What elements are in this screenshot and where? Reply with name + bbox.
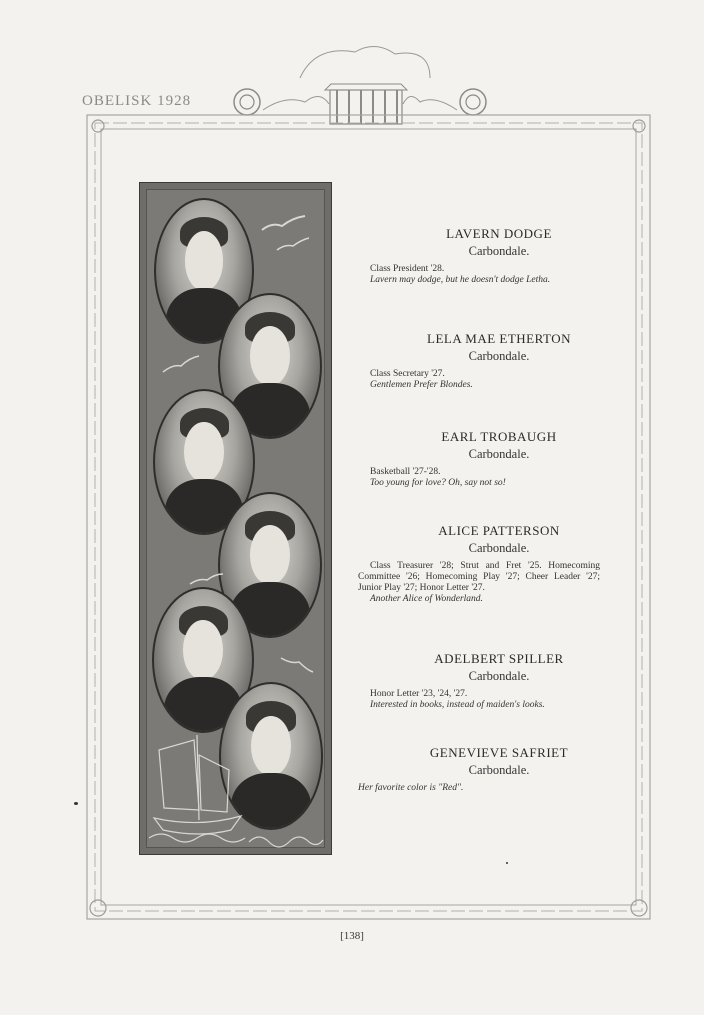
student-quote: Lavern may dodge, but he doesn't dodge Letha. <box>370 275 551 285</box>
student-quote: Interested in books, instead of maiden's looks. <box>370 700 545 710</box>
print-speck <box>74 802 78 805</box>
senior-entry <box>358 651 600 711</box>
wave-ornament <box>247 830 325 850</box>
student-activities: Class Secretary '27. <box>370 369 445 379</box>
student-activities: Class President '28. <box>370 264 445 274</box>
student-name: LAVERN DODGE <box>446 226 552 241</box>
student-quote: Gentlemen Prefer Blondes. <box>370 380 473 390</box>
senior-entry <box>358 745 600 794</box>
student-hometown: Carbondale. <box>468 447 530 461</box>
student-name: ADELBERT SPILLER <box>434 651 564 666</box>
student-activities: Honor Letter '23, '24, '27. <box>370 689 468 699</box>
student-hometown: Carbondale. <box>468 541 530 555</box>
gull-illustration <box>257 200 317 260</box>
senior-entry <box>358 429 600 489</box>
student-quote: Too young for love? Oh, say not so! <box>370 478 506 488</box>
gull-illustration <box>187 570 227 590</box>
senior-entry <box>358 331 600 391</box>
portrait-panel <box>139 182 332 855</box>
senior-entry <box>358 226 600 286</box>
page-header-title: OBELISK 1928 <box>82 93 192 109</box>
student-activities: Class Treasurer '28; Strut and Fret '25. Homecoming Committee '26; Homecoming Play '27; Cheer Leader '27; Junior Play '27; Honor Letter '27. <box>358 561 600 593</box>
page-number: [138] <box>340 930 364 942</box>
student-quote: Her favorite color is "Red". <box>358 783 464 793</box>
student-name: LELA MAE ETHERTON <box>427 331 571 346</box>
student-hometown: Carbondale. <box>468 244 530 258</box>
sailing-ship-illustration <box>149 730 249 850</box>
gull-illustration <box>277 650 317 680</box>
student-name: ALICE PATTERSON <box>438 523 560 538</box>
student-activities: Basketball '27-'28. <box>370 467 441 477</box>
student-name: EARL TROBAUGH <box>441 429 557 444</box>
student-quote: Another Alice of Wonderland. <box>370 594 483 604</box>
senior-entry <box>358 523 600 605</box>
student-hometown: Carbondale. <box>468 669 530 683</box>
student-hometown: Carbondale. <box>468 763 530 777</box>
student-name: GENEVIEVE SAFRIET <box>429 745 569 760</box>
gull-illustration <box>159 350 204 380</box>
print-speck <box>506 862 508 864</box>
student-hometown: Carbondale. <box>468 349 530 363</box>
portrait-panel-inner <box>146 189 325 848</box>
